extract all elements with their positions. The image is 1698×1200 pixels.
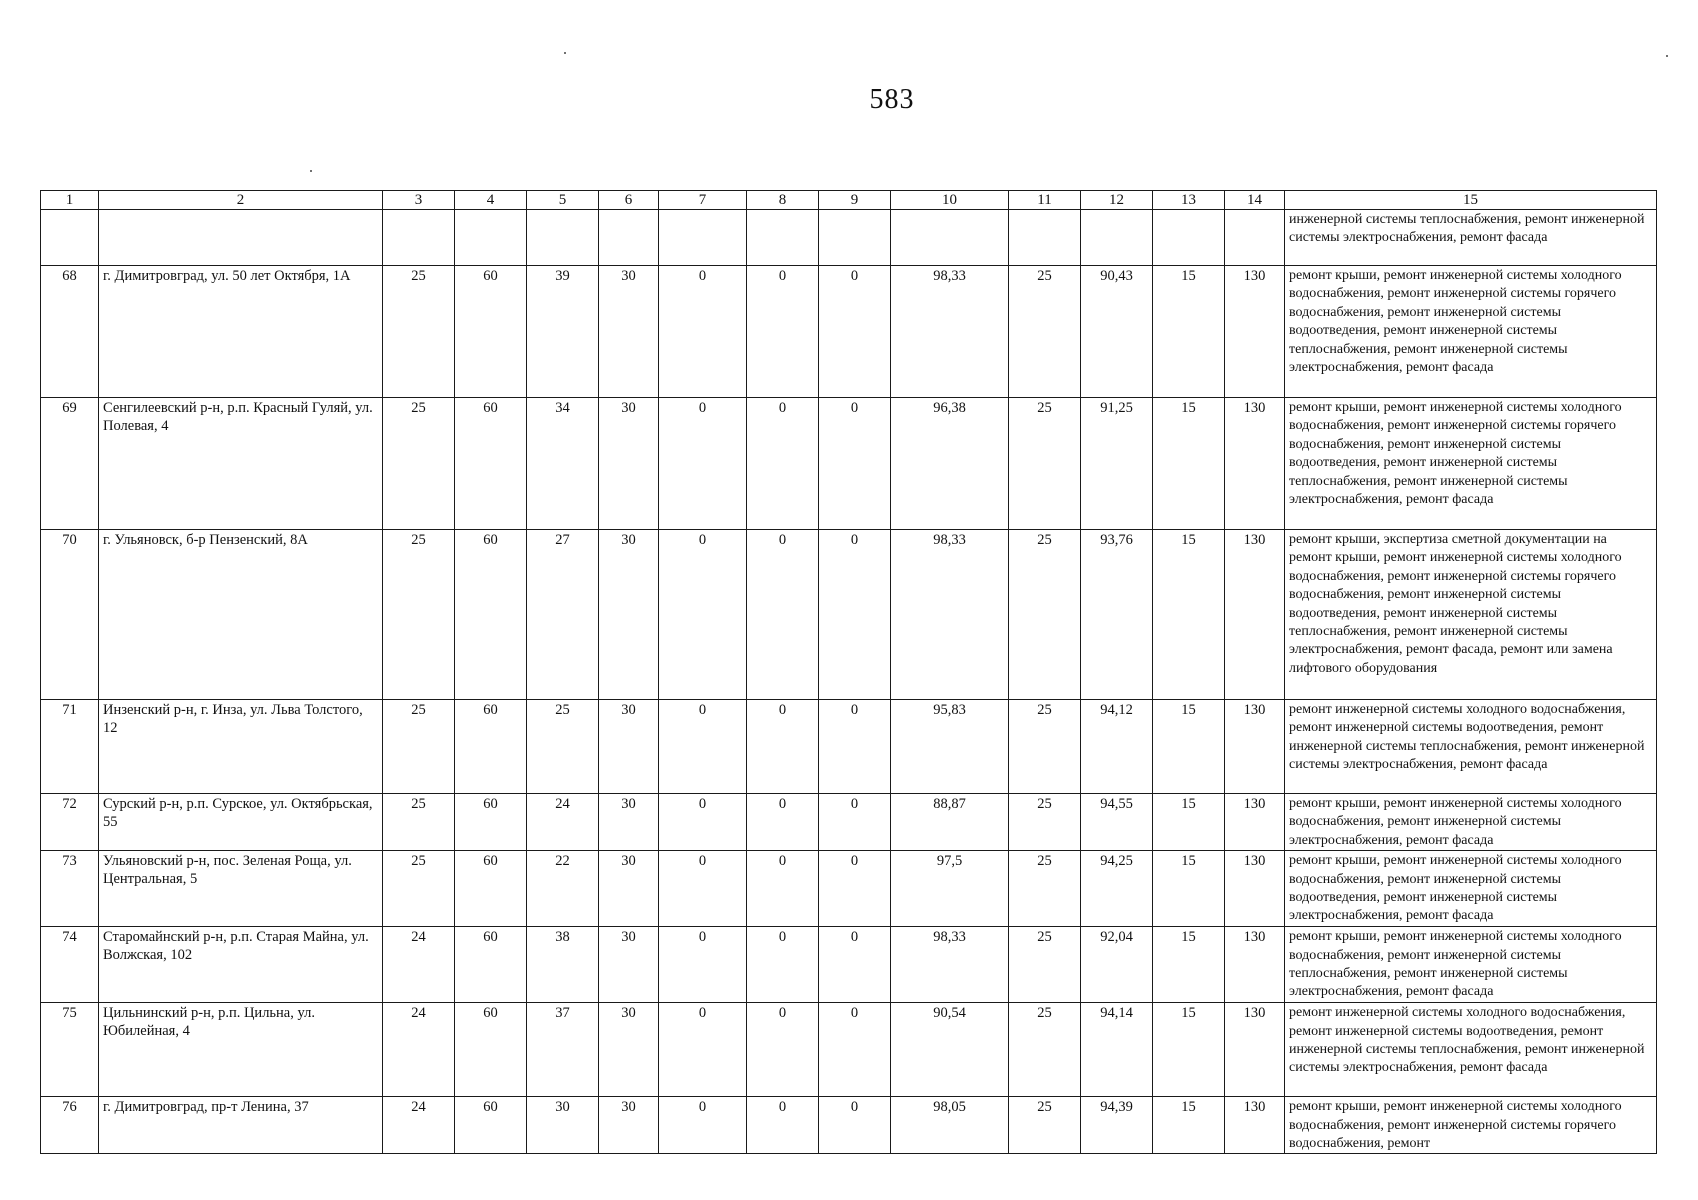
works-cell: ремонт крыши, ремонт инженерной системы холодного водоснабжения, ремонт инженерной системы водоотведения, ремонт инженерной системы электроснабжения, ремонт фасада bbox=[1285, 851, 1657, 927]
value-cell-c8: 0 bbox=[747, 530, 819, 700]
column-header: 7 bbox=[659, 191, 747, 210]
value-cell-c4: 60 bbox=[455, 700, 527, 794]
value-cell-c11: 25 bbox=[1009, 266, 1081, 398]
value-cell-c9: 0 bbox=[819, 851, 891, 927]
value-cell-c10: 88,87 bbox=[891, 794, 1009, 851]
works-cell: ремонт инженерной системы холодного водоснабжения, ремонт инженерной системы водоотведения, ремонт инженерной системы теплоснабжения, ремонт инженерной системы электроснабжения, ремонт фасада bbox=[1285, 1003, 1657, 1097]
value-cell-c5: 22 bbox=[527, 851, 599, 927]
row-number: 71 bbox=[41, 700, 99, 794]
value-cell-c5: 30 bbox=[527, 1097, 599, 1154]
table-row bbox=[41, 851, 1657, 927]
column-header: 10 bbox=[891, 191, 1009, 210]
value-cell-c9: 0 bbox=[819, 700, 891, 794]
value-cell-c5: 34 bbox=[527, 398, 599, 530]
value-cell-c12: 94,14 bbox=[1081, 1003, 1153, 1097]
table-row bbox=[41, 398, 1657, 530]
table-row bbox=[41, 700, 1657, 794]
column-header: 4 bbox=[455, 191, 527, 210]
value-cell-c9: 0 bbox=[819, 266, 891, 398]
column-header: 13 bbox=[1153, 191, 1225, 210]
column-header: 1 bbox=[41, 191, 99, 210]
value-cell-c7: 0 bbox=[659, 398, 747, 530]
value-cell-c14: 130 bbox=[1225, 530, 1285, 700]
column-header: 15 bbox=[1285, 191, 1657, 210]
value-cell-c11: 25 bbox=[1009, 851, 1081, 927]
value-cell-c13: 15 bbox=[1153, 794, 1225, 851]
value-cell-c8: 0 bbox=[747, 851, 819, 927]
value-cell-c7: 0 bbox=[659, 851, 747, 927]
address-cell: г. Димитровград, ул. 50 лет Октября, 1А bbox=[99, 266, 383, 398]
table-body bbox=[41, 210, 1657, 1154]
table-row bbox=[41, 266, 1657, 398]
value-cell-c6: 30 bbox=[599, 530, 659, 700]
value-cell-c9: 0 bbox=[819, 927, 891, 1003]
works-cell: ремонт крыши, ремонт инженерной системы холодного водоснабжения, ремонт инженерной системы теплоснабжения, ремонт инженерной системы электроснабжения, ремонт фасада bbox=[1285, 927, 1657, 1003]
value-cell-c10: 98,33 bbox=[891, 530, 1009, 700]
value-cell-c11: 25 bbox=[1009, 1003, 1081, 1097]
value-cell-c12: 90,43 bbox=[1081, 266, 1153, 398]
value-cell-c3: 24 bbox=[383, 1003, 455, 1097]
repair-schedule-table bbox=[40, 190, 1657, 1154]
page-number: 583 bbox=[869, 84, 915, 115]
scan-speck bbox=[1666, 55, 1668, 57]
value-cell-c11: 25 bbox=[1009, 1097, 1081, 1154]
row-number: 69 bbox=[41, 398, 99, 530]
value-cell-c8: 0 bbox=[747, 700, 819, 794]
value-cell-c4: 60 bbox=[455, 1097, 527, 1154]
value-cell-c12: 94,25 bbox=[1081, 851, 1153, 927]
works-cell: инженерной системы теплоснабжения, ремонт инженерной системы электроснабжения, ремонт фасада bbox=[1285, 210, 1657, 266]
value-cell-c10: 97,5 bbox=[891, 851, 1009, 927]
address-cell: Сенгилеевский р-н, р.п. Красный Гуляй, ул. Полевая, 4 bbox=[99, 398, 383, 530]
value-cell-c7: 0 bbox=[659, 266, 747, 398]
value-cell-c14: 130 bbox=[1225, 266, 1285, 398]
address-cell: Инзенский р-н, г. Инза, ул. Льва Толстого, 12 bbox=[99, 700, 383, 794]
value-cell-c14: 130 bbox=[1225, 1003, 1285, 1097]
address-cell: Старомайнский р-н, р.п. Старая Майна, ул. Волжская, 102 bbox=[99, 927, 383, 1003]
address-cell: г. Ульяновск, б-р Пензенский, 8А bbox=[99, 530, 383, 700]
value-cell-c7: 0 bbox=[659, 530, 747, 700]
value-cell-c7: 0 bbox=[659, 1097, 747, 1154]
value-cell-c12: 92,04 bbox=[1081, 927, 1153, 1003]
value-cell-c13: 15 bbox=[1153, 851, 1225, 927]
value-cell-c5: 37 bbox=[527, 1003, 599, 1097]
row-number: 76 bbox=[41, 1097, 99, 1154]
scan-speck bbox=[310, 170, 312, 172]
value-cell-c8: 0 bbox=[747, 398, 819, 530]
value-cell-c9: 0 bbox=[819, 530, 891, 700]
column-number-row bbox=[41, 191, 1657, 210]
value-cell-c4: 60 bbox=[455, 794, 527, 851]
value-cell-c14: 130 bbox=[1225, 398, 1285, 530]
value-cell-c4: 60 bbox=[455, 927, 527, 1003]
value-cell-c10: 98,33 bbox=[891, 266, 1009, 398]
value-cell-c3: 25 bbox=[383, 851, 455, 927]
value-cell-c11: 25 bbox=[1009, 398, 1081, 530]
table-row bbox=[41, 794, 1657, 851]
works-cell: ремонт крыши, ремонт инженерной системы холодного водоснабжения, ремонт инженерной системы горячего водоснабжения, ремонт инженерной системы водоотведения, ремонт инженерной системы теплоснабжения, ремонт инженерной системы электроснабжения, ремонт фасада bbox=[1285, 398, 1657, 530]
value-cell-c4: 60 bbox=[455, 530, 527, 700]
address-cell: Цильнинский р-н, р.п. Цильна, ул. Юбилейная, 4 bbox=[99, 1003, 383, 1097]
value-cell-c6: 30 bbox=[599, 398, 659, 530]
value-cell-c6: 30 bbox=[599, 851, 659, 927]
column-header: 8 bbox=[747, 191, 819, 210]
value-cell-c8: 0 bbox=[747, 794, 819, 851]
works-cell: ремонт крыши, ремонт инженерной системы холодного водоснабжения, ремонт инженерной системы горячего водоснабжения, ремонт инженерной системы водоотведения, ремонт инженерной системы теплоснабжения, ремонт инженерной системы электроснабжения, ремонт фасада bbox=[1285, 266, 1657, 398]
value-cell-c10: 98,33 bbox=[891, 927, 1009, 1003]
value-cell-c14: 130 bbox=[1225, 1097, 1285, 1154]
value-cell-c11: 25 bbox=[1009, 794, 1081, 851]
value-cell-c4: 60 bbox=[455, 398, 527, 530]
value-cell-c3: 25 bbox=[383, 794, 455, 851]
table-row bbox=[41, 927, 1657, 1003]
value-cell-c12: 94,39 bbox=[1081, 1097, 1153, 1154]
table-row bbox=[41, 1003, 1657, 1097]
value-cell-c11: 25 bbox=[1009, 927, 1081, 1003]
works-cell: ремонт инженерной системы холодного водоснабжения, ремонт инженерной системы водоотведения, ремонт инженерной системы теплоснабжения, ремонт инженерной системы электроснабжения, ремонт фасада bbox=[1285, 700, 1657, 794]
table-row bbox=[41, 1097, 1657, 1154]
value-cell-c6: 30 bbox=[599, 1097, 659, 1154]
row-number: 74 bbox=[41, 927, 99, 1003]
value-cell-c10: 90,54 bbox=[891, 1003, 1009, 1097]
value-cell-c9: 0 bbox=[819, 1097, 891, 1154]
address-cell: Сурский р-н, р.п. Сурское, ул. Октябрьская, 55 bbox=[99, 794, 383, 851]
value-cell-c5: 25 bbox=[527, 700, 599, 794]
value-cell-c8: 0 bbox=[747, 266, 819, 398]
value-cell-c4: 60 bbox=[455, 266, 527, 398]
value-cell-c10: 98,05 bbox=[891, 1097, 1009, 1154]
column-header: 11 bbox=[1009, 191, 1081, 210]
column-header: 14 bbox=[1225, 191, 1285, 210]
scan-speck bbox=[564, 52, 566, 54]
value-cell-c9: 0 bbox=[819, 1003, 891, 1097]
value-cell-c13: 15 bbox=[1153, 700, 1225, 794]
value-cell-c12: 93,76 bbox=[1081, 530, 1153, 700]
value-cell-c6: 30 bbox=[599, 1003, 659, 1097]
value-cell-c14: 130 bbox=[1225, 927, 1285, 1003]
address-cell: г. Димитровград, пр-т Ленина, 37 bbox=[99, 1097, 383, 1154]
value-cell-c3: 25 bbox=[383, 530, 455, 700]
value-cell-c13: 15 bbox=[1153, 530, 1225, 700]
column-header: 12 bbox=[1081, 191, 1153, 210]
value-cell-c3: 24 bbox=[383, 927, 455, 1003]
value-cell-c14: 130 bbox=[1225, 794, 1285, 851]
value-cell-c4: 60 bbox=[455, 1003, 527, 1097]
value-cell-c13: 15 bbox=[1153, 1003, 1225, 1097]
value-cell-c13: 15 bbox=[1153, 1097, 1225, 1154]
value-cell-c12: 94,12 bbox=[1081, 700, 1153, 794]
value-cell-c3: 25 bbox=[383, 700, 455, 794]
value-cell-c6: 30 bbox=[599, 927, 659, 1003]
column-header: 5 bbox=[527, 191, 599, 210]
value-cell-c11: 25 bbox=[1009, 700, 1081, 794]
row-number: 68 bbox=[41, 266, 99, 398]
value-cell-c6: 30 bbox=[599, 794, 659, 851]
value-cell-c3: 25 bbox=[383, 266, 455, 398]
value-cell-c10: 95,83 bbox=[891, 700, 1009, 794]
value-cell-c13: 15 bbox=[1153, 398, 1225, 530]
value-cell-c6: 30 bbox=[599, 266, 659, 398]
value-cell-c5: 39 bbox=[527, 266, 599, 398]
value-cell-c8: 0 bbox=[747, 927, 819, 1003]
works-cell: ремонт крыши, экспертиза сметной документации на ремонт крыши, ремонт инженерной системы холодного водоснабжения, ремонт инженерной системы горячего водоснабжения, ремонт инженерной системы водоотведения, ремонт инженерной системы теплоснабжения, ремонт инженерной системы электроснабжения, ремонт фасада, ремонт или замена лифтового оборудования bbox=[1285, 530, 1657, 700]
column-header: 9 bbox=[819, 191, 891, 210]
continuation-row bbox=[41, 210, 1657, 266]
row-number: 72 bbox=[41, 794, 99, 851]
value-cell-c7: 0 bbox=[659, 700, 747, 794]
row-number: 70 bbox=[41, 530, 99, 700]
value-cell-c7: 0 bbox=[659, 927, 747, 1003]
value-cell-c7: 0 bbox=[659, 794, 747, 851]
value-cell-c5: 27 bbox=[527, 530, 599, 700]
column-header: 2 bbox=[99, 191, 383, 210]
value-cell-c14: 130 bbox=[1225, 851, 1285, 927]
value-cell-c4: 60 bbox=[455, 851, 527, 927]
value-cell-c3: 24 bbox=[383, 1097, 455, 1154]
row-number: 75 bbox=[41, 1003, 99, 1097]
column-header: 6 bbox=[599, 191, 659, 210]
value-cell-c5: 24 bbox=[527, 794, 599, 851]
value-cell-c7: 0 bbox=[659, 1003, 747, 1097]
row-number: 73 bbox=[41, 851, 99, 927]
value-cell-c8: 0 bbox=[747, 1003, 819, 1097]
value-cell-c9: 0 bbox=[819, 794, 891, 851]
value-cell-c3: 25 bbox=[383, 398, 455, 530]
table-row bbox=[41, 530, 1657, 700]
works-cell: ремонт крыши, ремонт инженерной системы холодного водоснабжения, ремонт инженерной системы электроснабжения, ремонт фасада bbox=[1285, 794, 1657, 851]
column-header: 3 bbox=[383, 191, 455, 210]
value-cell-c9: 0 bbox=[819, 398, 891, 530]
value-cell-c13: 15 bbox=[1153, 266, 1225, 398]
value-cell-c12: 91,25 bbox=[1081, 398, 1153, 530]
value-cell-c5: 38 bbox=[527, 927, 599, 1003]
works-cell: ремонт крыши, ремонт инженерной системы холодного водоснабжения, ремонт инженерной системы горячего водоснабжения, ремонт bbox=[1285, 1097, 1657, 1154]
value-cell-c6: 30 bbox=[599, 700, 659, 794]
value-cell-c8: 0 bbox=[747, 1097, 819, 1154]
value-cell-c13: 15 bbox=[1153, 927, 1225, 1003]
value-cell-c12: 94,55 bbox=[1081, 794, 1153, 851]
value-cell-c14: 130 bbox=[1225, 700, 1285, 794]
address-cell: Ульяновский р-н, пос. Зеленая Роща, ул. Центральная, 5 bbox=[99, 851, 383, 927]
value-cell-c10: 96,38 bbox=[891, 398, 1009, 530]
value-cell-c11: 25 bbox=[1009, 530, 1081, 700]
